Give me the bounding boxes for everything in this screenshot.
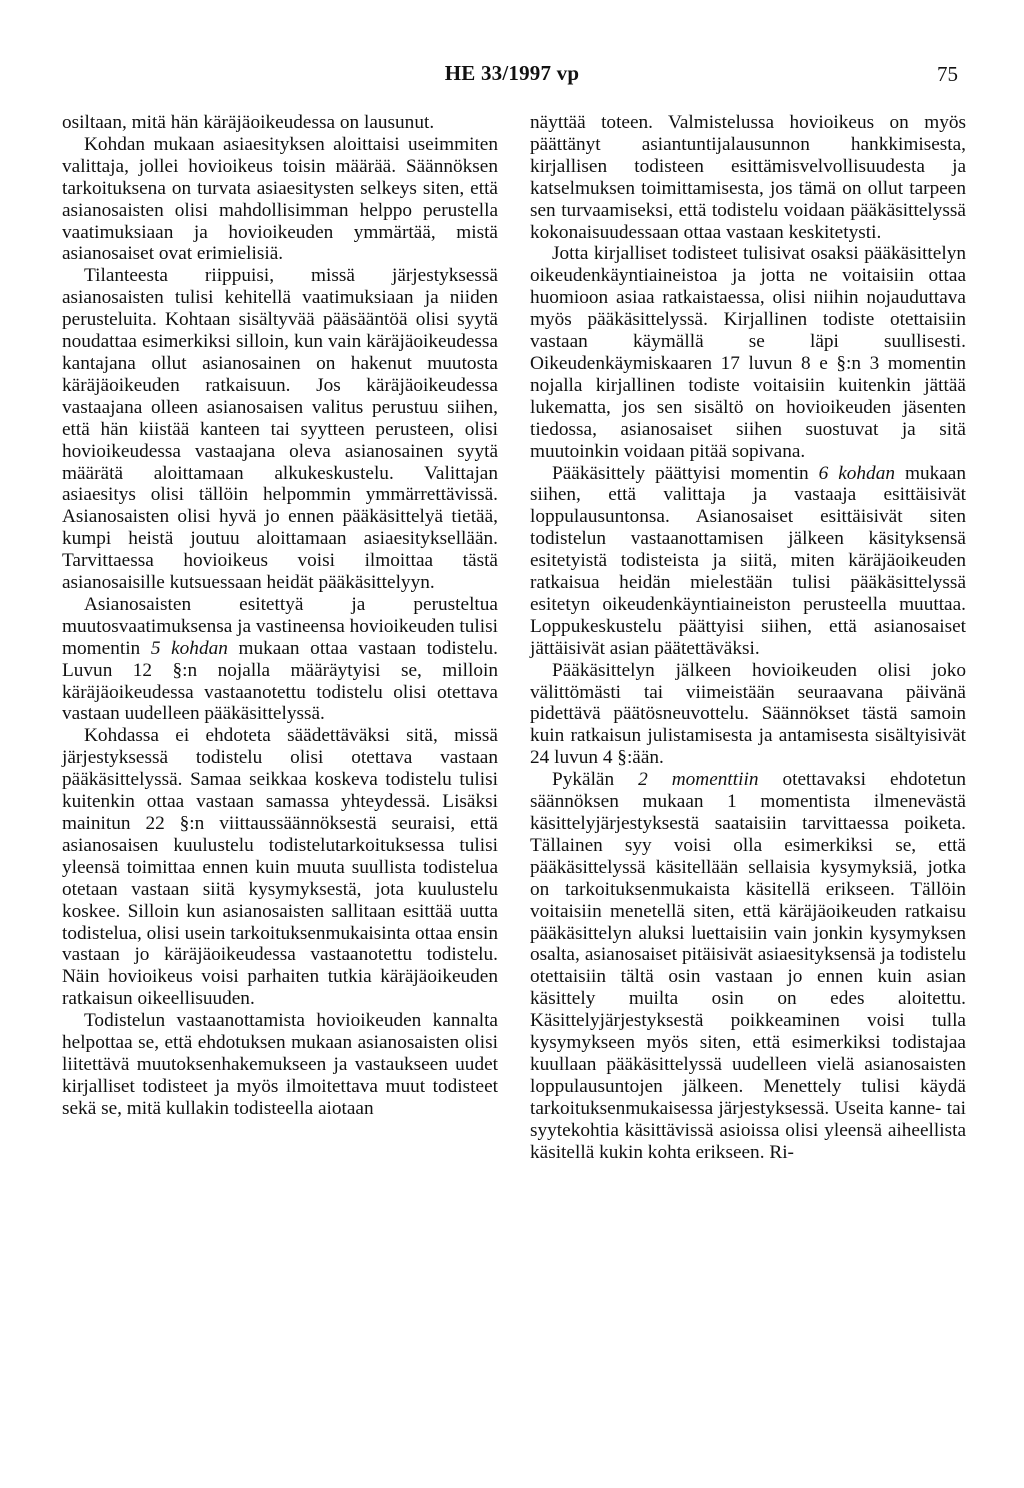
emphasis: 5 kohdan	[150, 637, 228, 659]
right-text-column	[530, 112, 966, 1164]
paragraph	[530, 769, 966, 1163]
page-number: 75	[937, 62, 958, 86]
paragraph: osiltaan, mitä hän käräjäoikeudessa on lausunut.	[62, 112, 435, 133]
paragraph	[530, 463, 966, 660]
text-run: mukaan siihen, että valittaja ja vastaaja esittäisivät loppulausuntonsa. Asianosaiset esittäisivät siten todistelun vastaanottamisen jälkeen käsityksensä esitetyistä todisteista ja siitä, miten käräjäoikeuden ratkaisua heidän mielestään tulisi pääkäsittelyssä esitetyn oikeudenkäyntiaineiston perusteella muuttaa. Loppukeskustelu päättyisi siihen, että asianosaiset jättäisivät asian päätettäväksi.	[530, 462, 966, 659]
text-run: Asianosaisten esitettyä ja perusteltua muutosvaatimuksensa ja vastineensa hovioikeuden tulisi momentin	[62, 593, 498, 659]
paragraph: Kohdan mukaan asiaesityksen aloittaisi useimmiten valittaja, jollei hovioikeus toisin määrää. Säännöksen tarkoituksena on turvata asiaesitysten selkeys siten, että asianosaisten olisi mahdollisimman helppo perustella vaatimuksiaan ja hovioikeuden ymmärtää, mistä asianosaiset ovat erimielisiä.	[62, 133, 498, 265]
paragraph: Todistelun vastaanottamista hovioikeuden kannalta helpottaa se, että ehdotuksen mukaan asianosaisten olisi liitettävä muutoksenhakemukseen ja vastaukseen uudet kirjalliset todisteet ja myös ilmoitettava muut todisteet sekä se, mitä kullakin todisteella aiotaan	[62, 1010, 498, 1119]
left-text-column	[62, 112, 498, 1120]
page-header-title: HE 33/1997 vp	[444, 61, 580, 85]
paragraph	[62, 594, 498, 725]
text-run: mukaan ottaa vastaan todistelu. Luvun 12 §:n nojalla määräytyisi se, milloin käräjäoikeudessa vastaanotettu todistelu olisi otettava vastaan uudelleen pääkäsittelyssä.	[62, 637, 498, 725]
text-run: Pääkäsittely päättyisi momentin	[552, 462, 819, 484]
emphasis: 6 kohdan	[818, 462, 895, 484]
paragraph: näyttää toteen. Valmistelussa hovioikeus on myös päättänyt asiantuntijalausunnon hankkimisesta, kirjallisen todisteen esittämisvelvollisuudesta ja katselmuksen toimittamisesta, jos tämä on ollut tarpeen sen turvaamiseksi, että todistelu voidaan pääkäsittelyssä kokonaisuudessaan ottaa vastaan keskitetysti.	[530, 112, 966, 243]
paragraph: Jotta kirjalliset todisteet tulisivat osaksi pääkäsittelyn oikeudenkäyntiaineistoa ja jotta ne voitaisiin ottaa huomioon asiaa ratkaistaessa, olisi niihin nojauduttava myös pääkäsittelyssä. Kirjallinen todiste otettaisiin vastaan käymällä se läpi suullisesti. Oikeudenkäymiskaaren 17 luvun 8 e §:n 3 momentin nojalla kirjallinen todiste voitaisiin kuitenkin jättää lukematta, jos sen sisältö on hovioikeuden jäsenten tiedossa, asianosaiset siihen suostuvat ja sitä muutoinkin voidaan pitää sopivana.	[530, 243, 966, 462]
text-run: otettavaksi ehdotetun säännöksen mukaan 1 momentista ilmenevästä käsittelyjärjestyksestä saataisiin tarvittaessa poiketa. Tällainen syy voisi olla esimerkiksi se, että pääkäsittelyssä käsitellään sellaisia kysymyksiä, jotka on tarkoituksenmukaista käsitellä erikseen. Tällöin voitaisiin menetellä siten, että käräjäoikeuden ratkaisu pääkäsittelyn aluksi luettaisiin vain jonkin kysymyksen osalta, asianosaiset pitäisivät asiaesityksensä ja todistelu otettaisiin tältä osin vastaan jo ennen kuin asian käsittely muilta osin on edes aloitettu. Käsittelyjärjestyksestä poikkeaminen voisi tulla kysymykseen myös siten, että esimerkiksi todistajaa kuullaan pääkäsittelyssä uudelleen vielä asianosaisten loppulausuntojen jälkeen. Menettely tulisi käydä tarkoituksenmukaisessa järjestyksessä. Useita kanne- tai syytekohtia käsittävissä asioissa olisi yleensä aiheellista käsitellä kukin kohta erikseen. Ri-	[530, 769, 966, 1163]
paragraph: Kohdassa ei ehdoteta säädettäväksi sitä, missä järjestyksessä todistelu olisi otettava vastaan pääkäsittelyssä. Samaa seikkaa koskeva todistelu tulisi kuitenkin ottaa vastaan samassa yhteydessä. Lisäksi mainitun 22 §:n viittaussäännöksestä seuraisi, että asianosaisen kuulustelu todistelutarkoituksessa tulisi yleensä toimittaa ennen kuin muuta suullista todistelua otetaan vastaan siitä kysymyksestä, jota kuulustelu koskee. Silloin kun asianosaisten sallitaan esittää uutta todistelua, olisi usein tarkoituksenmukaisinta ottaa ensin vastaan jo käräjäoikeudessa vastaanotettu todistelu. Näin hovioikeus voisi parhaiten tutkia käräjäoikeuden ratkaisun oikeellisuuden.	[62, 725, 498, 1010]
emphasis: 2 momenttiin	[638, 769, 759, 791]
paragraph: Tilanteesta riippuisi, missä järjestyksessä asianosaisten tulisi kehitellä vaatimuksiaan ja niiden perusteluita. Kohtaan sisältyvää pääsääntöä olisi syytä noudattaa esimerkiksi silloin, kun vain käräjäoikeudessa kantajana ollut asianosainen on hakenut muutosta käräjäoikeuden ratkaisuun. Jos käräjäoikeudessa vastaajana olleen asianosaisen valitus perustuu siihen, että hän kiistää kanteen tai syytteen perusteen, olisi hovioikeudessa vastaajana oleva asianosainen syytä määrätä aloittamaan alkukeskustelu. Valittajan asiaesitys olisi tällöin helpommin ymmärrettävissä. Asianosaisten olisi hyvä jo ennen pääkäsittelyä tietää, kumpi heistä joutuu aloittamaan asiaesityksellään. Tarvittaessa hovioikeus voisi ilmoittaa tästä asianosaisille kutsuessaan heidät pääkäsittelyyn.	[62, 265, 498, 594]
paragraph: Pääkäsittelyn jälkeen hovioikeuden olisi joko välittömästi tai viimeistään seuraavana päivänä pidettävä päätösneuvottelu. Säännökset tästä samoin kuin ratkaisun julistamisesta ja antamisesta sisältyisivät 24 luvun 4 §:ään.	[530, 659, 966, 769]
text-run: Pykälän	[552, 769, 639, 791]
